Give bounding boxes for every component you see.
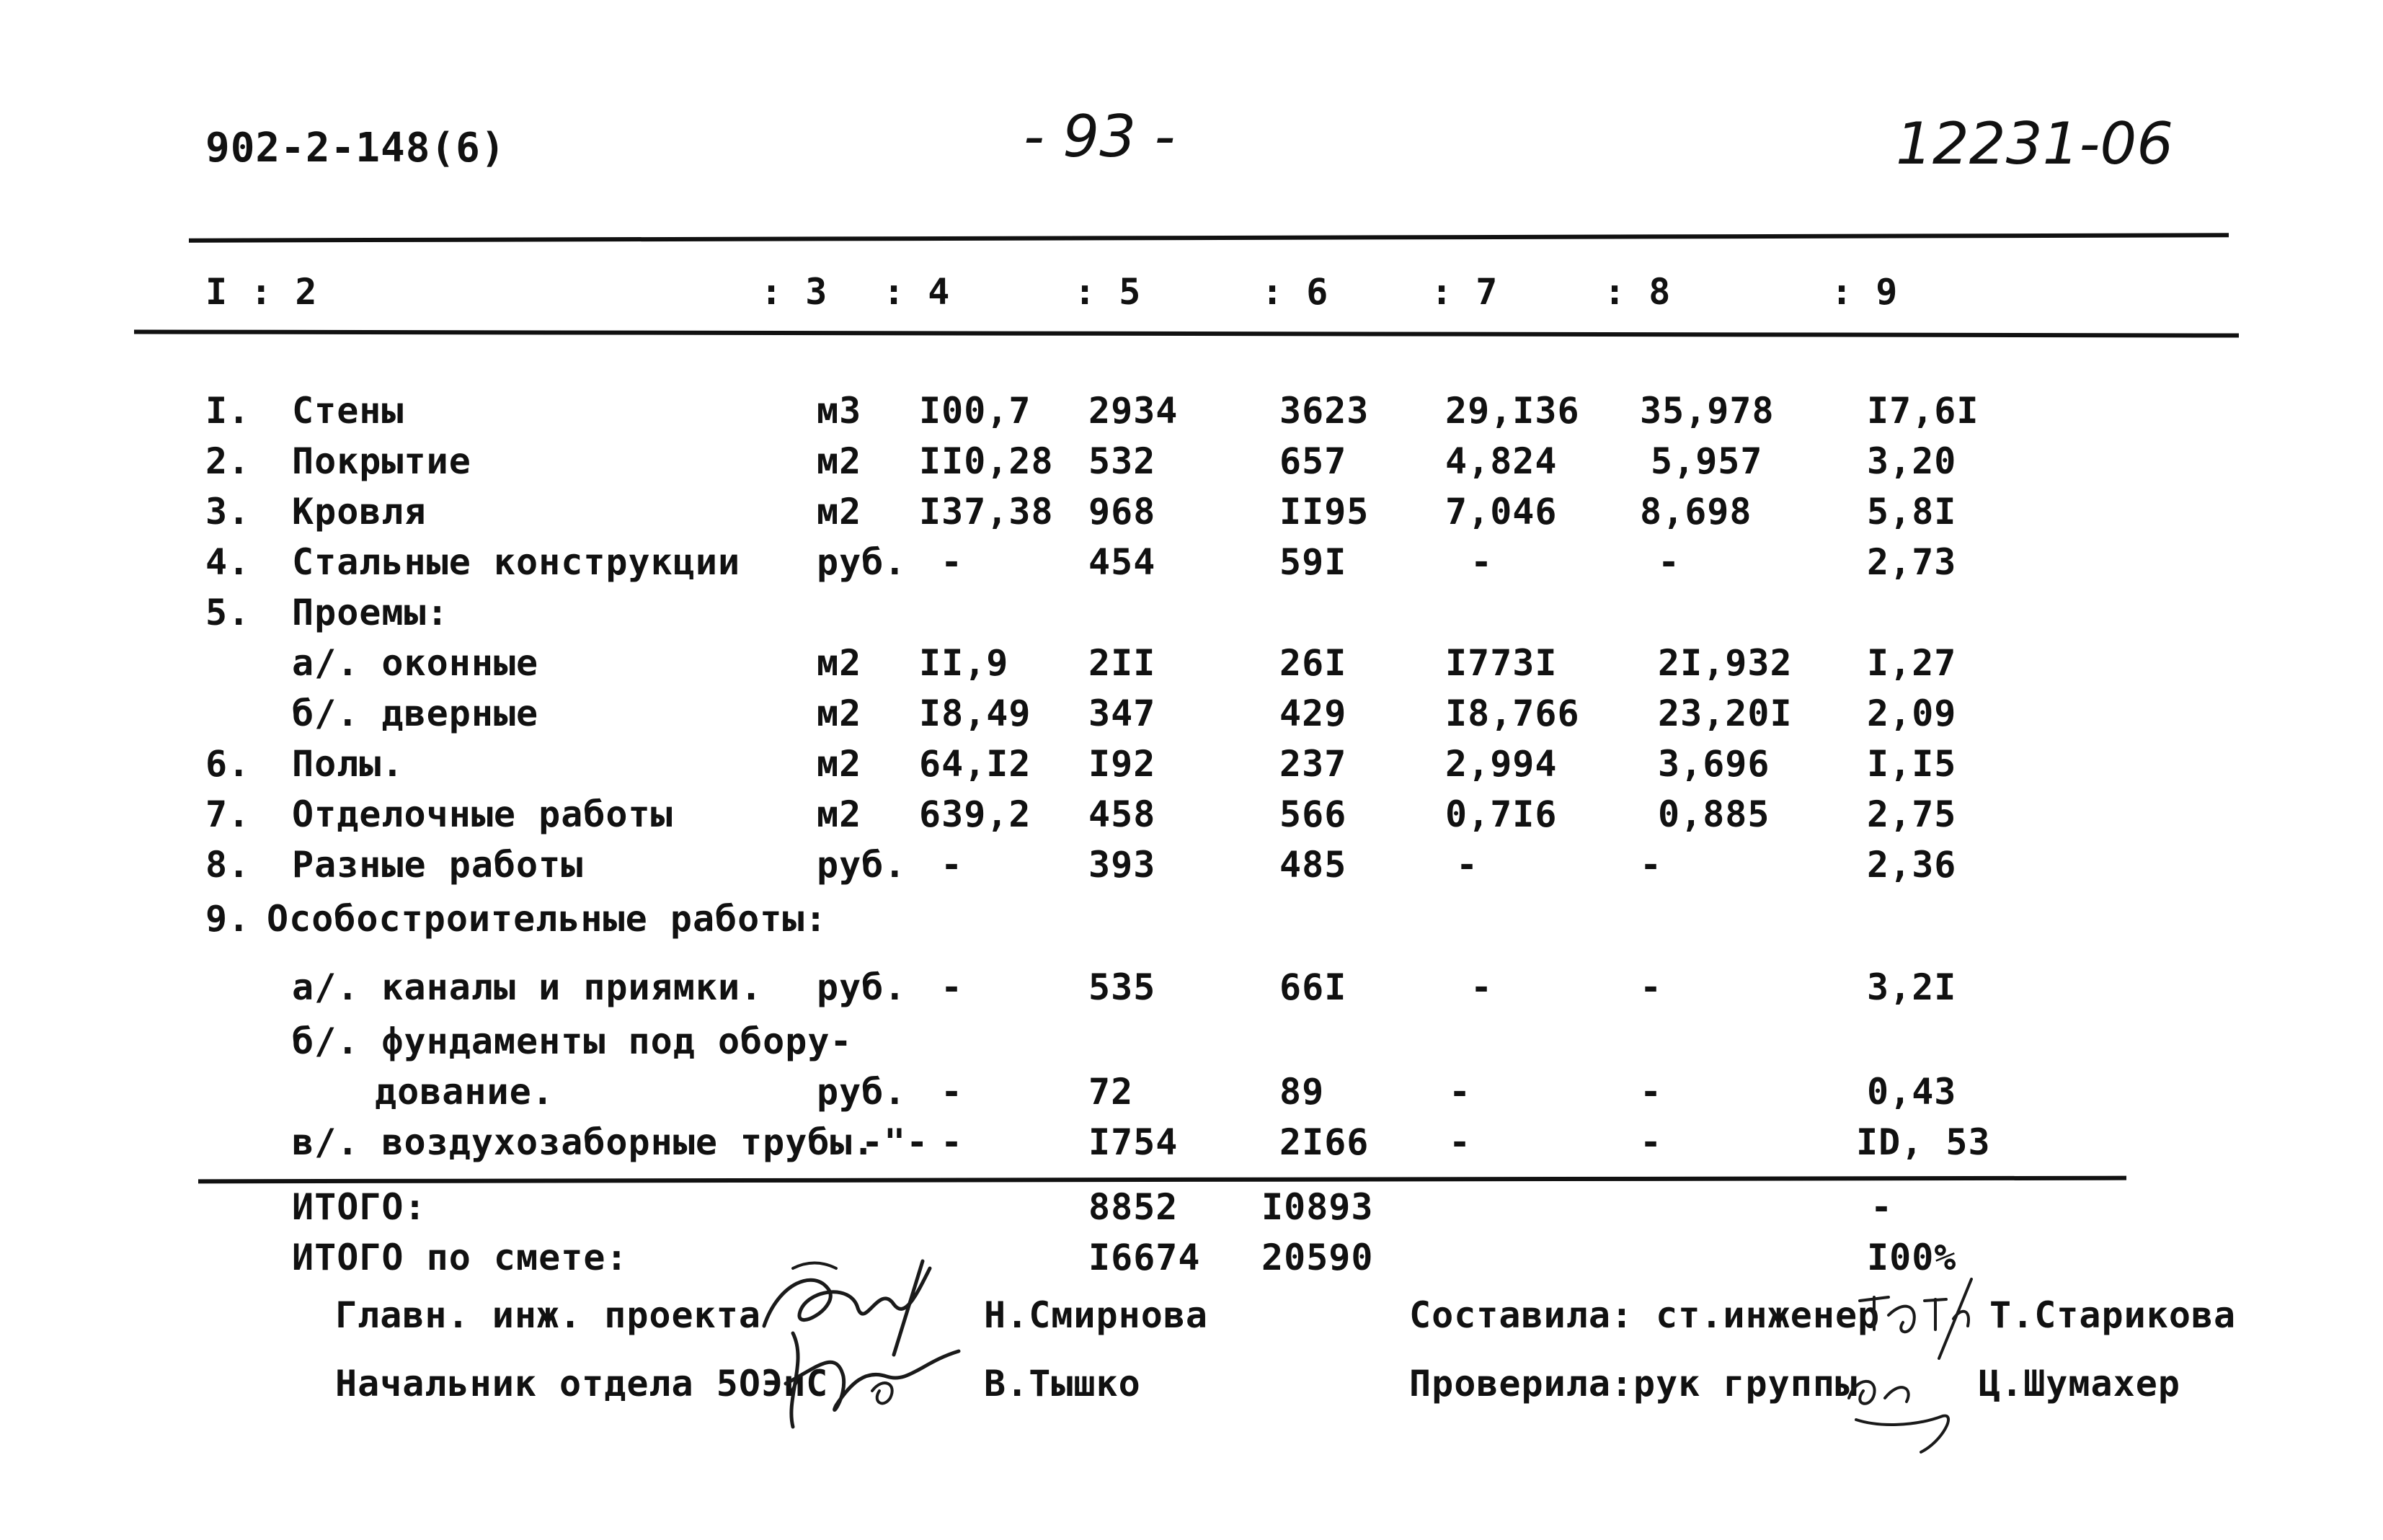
dept-head-name: В.Тышко xyxy=(984,1363,1141,1405)
itogo-c6: I0893 xyxy=(1261,1186,1374,1228)
row-c6: 237 xyxy=(1279,743,1347,785)
row-unit: м2 xyxy=(817,642,862,684)
col-header-4: : 4 xyxy=(883,271,951,313)
row-unit: руб. xyxy=(817,541,907,583)
row-name: Покрытие xyxy=(292,440,471,482)
row-c7: I8,766 xyxy=(1445,693,1580,734)
checked-signature xyxy=(1834,1348,1979,1456)
row-c5: 532 xyxy=(1088,440,1156,482)
row-c6: 66I xyxy=(1279,966,1347,1008)
row-c4: 64,I2 xyxy=(919,743,1031,785)
row-c8: - xyxy=(1658,541,1681,583)
chief-engineer-name: Н.Смирнова xyxy=(984,1294,1209,1336)
compiled-name: Т.Старикова xyxy=(1989,1294,2237,1336)
chief-engineer-label: Главн. инж. проекта xyxy=(335,1294,761,1336)
row-c6: 566 xyxy=(1279,793,1347,835)
col-header-6: : 6 xyxy=(1261,271,1329,313)
row-name: Кровля xyxy=(292,491,427,533)
row-c9: 2,73 xyxy=(1867,541,1957,583)
row-c5: 2II xyxy=(1088,642,1156,684)
row-c8: - xyxy=(1640,966,1663,1008)
row-c6: 657 xyxy=(1279,440,1347,482)
table-row xyxy=(0,642,2383,688)
row-c8: 2I,932 xyxy=(1658,642,1793,684)
row-c8: - xyxy=(1640,1121,1663,1163)
row-c7: - xyxy=(1449,1121,1472,1163)
row-c8: - xyxy=(1640,1071,1663,1113)
row-unit: м2 xyxy=(817,440,862,482)
row-c9: 3,2I xyxy=(1867,966,1957,1008)
row-c9: I,27 xyxy=(1867,642,1957,684)
row-c6: 429 xyxy=(1279,693,1347,734)
itogo-c5: 8852 xyxy=(1088,1186,1179,1228)
row-c5: 454 xyxy=(1088,541,1156,583)
dept-head-signature xyxy=(764,1319,980,1441)
table-row xyxy=(0,390,2383,436)
row-c9: 2,09 xyxy=(1867,693,1957,734)
smeta-c6: 20590 xyxy=(1261,1237,1374,1278)
row-c4: 639,2 xyxy=(919,793,1031,835)
row-c4: - xyxy=(941,541,964,583)
archive-number: 12231-06 xyxy=(1896,110,2174,177)
row-number: 6. xyxy=(205,743,251,785)
col-header-7: : 7 xyxy=(1431,271,1499,313)
row-c6: II95 xyxy=(1279,491,1370,533)
row-c7: I773I xyxy=(1445,642,1558,684)
row-c5: I92 xyxy=(1088,743,1156,785)
table-row xyxy=(0,1121,2383,1167)
row-c8: 8,698 xyxy=(1640,491,1752,533)
row-c8: 23,20I xyxy=(1658,693,1793,734)
row-c5: 535 xyxy=(1088,966,1156,1008)
row-number: 7. xyxy=(205,793,251,835)
table-row xyxy=(0,1020,2383,1067)
row-c6: 2I66 xyxy=(1279,1121,1370,1163)
row-name: а/. оконные xyxy=(292,642,539,684)
row-c9: 2,36 xyxy=(1867,844,1957,886)
row-unit: -"- xyxy=(861,1121,929,1163)
header-bottom-rule xyxy=(134,329,2239,337)
row-number: 3. xyxy=(205,491,251,533)
smeta-c9: I00% xyxy=(1867,1237,1957,1278)
row-number: 8. xyxy=(205,844,251,886)
row-c5: 458 xyxy=(1088,793,1156,835)
row-name: б/. дверные xyxy=(292,693,539,734)
row-c9: 3,20 xyxy=(1867,440,1957,482)
row-c4: I00,7 xyxy=(919,390,1031,432)
itogo-label: ИТОГО: xyxy=(292,1186,427,1228)
row-c9: I,I5 xyxy=(1867,743,1957,785)
table-row xyxy=(0,743,2383,789)
row-unit: м3 xyxy=(817,390,862,432)
row-c4: I37,38 xyxy=(919,491,1054,533)
row-name: в/. воздухозаборные трубы. xyxy=(292,1121,875,1163)
col-header-9: : 9 xyxy=(1831,271,1899,313)
smeta-c5: I6674 xyxy=(1088,1237,1201,1278)
row-number: 9. xyxy=(205,898,251,940)
row-number: I. xyxy=(205,390,251,432)
smeta-label: ИТОГО по смете: xyxy=(292,1237,629,1278)
row-unit: м2 xyxy=(817,693,862,734)
row-c5: I754 xyxy=(1088,1121,1179,1163)
table-row xyxy=(0,966,2383,1012)
row-c7: 4,824 xyxy=(1445,440,1558,482)
row-c5: 347 xyxy=(1088,693,1156,734)
row-number: 2. xyxy=(205,440,251,482)
compiled-label: Составила: ст.инженер xyxy=(1409,1294,1881,1336)
row-name: Стальные конструкции xyxy=(292,541,741,583)
row-c4: - xyxy=(941,844,964,886)
row-name: Полы. xyxy=(292,743,404,785)
row-name: Стены xyxy=(292,390,404,432)
row-name: б/. фундаменты под обору- xyxy=(292,1020,853,1062)
row-c4: I8,49 xyxy=(919,693,1031,734)
table-row xyxy=(0,1071,2383,1117)
row-unit: м2 xyxy=(817,491,862,533)
row-name: Разные работы xyxy=(292,844,584,886)
row-c5: 2934 xyxy=(1088,390,1179,432)
table-row xyxy=(0,440,2383,486)
row-c9: 2,75 xyxy=(1867,793,1957,835)
row-c8: 5,957 xyxy=(1651,440,1763,482)
row-c5: 72 xyxy=(1088,1071,1134,1113)
row-name: а/. каналы и приямки. xyxy=(292,966,763,1008)
row-c7: - xyxy=(1449,1071,1472,1113)
row-unit: м2 xyxy=(817,743,862,785)
row-c6: 89 xyxy=(1279,1071,1325,1113)
row-name: дование. xyxy=(375,1071,554,1113)
row-unit: руб. xyxy=(817,966,907,1008)
checked-label: Проверила:рук группы xyxy=(1409,1363,1858,1405)
row-unit: м2 xyxy=(817,793,862,835)
row-c6: 3623 xyxy=(1279,390,1370,432)
page-number: - 93 - xyxy=(1024,103,1176,170)
row-c8: 3,696 xyxy=(1658,743,1770,785)
row-c9: 0,43 xyxy=(1867,1071,1957,1113)
dept-head-label: Начальник отдела 5ОЭиС xyxy=(335,1363,829,1405)
row-c8: - xyxy=(1640,844,1663,886)
row-c6: 485 xyxy=(1279,844,1347,886)
row-c6: 26I xyxy=(1279,642,1347,684)
row-c9: 5,8I xyxy=(1867,491,1957,533)
table-row xyxy=(0,592,2383,638)
row-c4: - xyxy=(941,1121,964,1163)
row-c4: - xyxy=(941,966,964,1008)
col-header-1-2: I : 2 xyxy=(205,271,318,313)
row-unit: руб. xyxy=(817,844,907,886)
row-c5: 968 xyxy=(1088,491,1156,533)
table-row xyxy=(0,695,2383,739)
table-row xyxy=(0,844,2383,890)
row-name: Отделочные работы xyxy=(292,793,673,835)
row-unit: руб. xyxy=(817,1071,907,1113)
row-c7: 2,994 xyxy=(1445,743,1558,785)
row-c7: - xyxy=(1470,541,1494,583)
row-c7: 29,I36 xyxy=(1445,390,1580,432)
col-header-8: : 8 xyxy=(1604,271,1672,313)
row-c9: I7,6I xyxy=(1867,390,1979,432)
row-name: Проемы: xyxy=(292,592,449,633)
document-code: 902-2-148(6) xyxy=(205,125,506,172)
itogo-c9: - xyxy=(1871,1186,1894,1228)
row-c8: 0,885 xyxy=(1658,793,1770,835)
row-c9: ID, 53 xyxy=(1856,1121,1991,1163)
table-row xyxy=(0,491,2383,537)
row-name: Особостроительные работы: xyxy=(267,898,827,940)
row-c8: 35,978 xyxy=(1640,390,1775,432)
row-c7: - xyxy=(1470,966,1494,1008)
row-c4: II,9 xyxy=(919,642,1009,684)
table-row xyxy=(0,898,2383,944)
table-row xyxy=(0,793,2383,840)
row-c7: 7,046 xyxy=(1445,491,1558,533)
row-number: 5. xyxy=(205,592,251,633)
col-header-5: : 5 xyxy=(1074,271,1142,313)
top-rule xyxy=(189,233,2229,242)
checked-name: Ц.Шумахер xyxy=(1979,1363,2180,1405)
row-c5: 393 xyxy=(1088,844,1156,886)
totals-rule xyxy=(198,1176,2126,1184)
row-c6: 59I xyxy=(1279,541,1347,583)
row-c7: - xyxy=(1456,844,1479,886)
table-row xyxy=(0,541,2383,587)
row-number: 4. xyxy=(205,541,251,583)
row-c4: - xyxy=(941,1071,964,1113)
row-c4: II0,28 xyxy=(919,440,1054,482)
row-c7: 0,7I6 xyxy=(1445,793,1558,835)
col-header-3: : 3 xyxy=(760,271,828,313)
